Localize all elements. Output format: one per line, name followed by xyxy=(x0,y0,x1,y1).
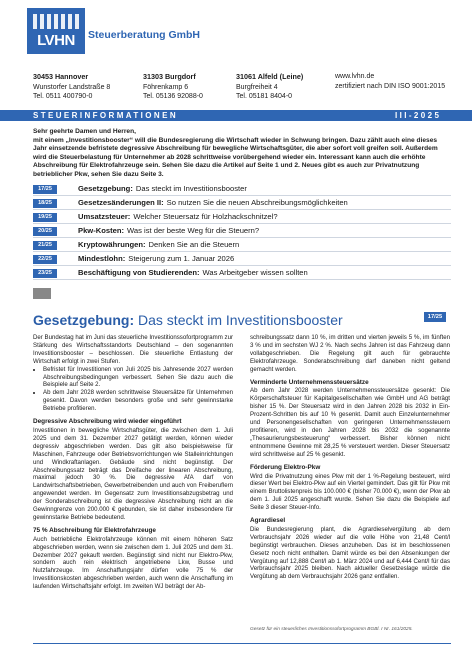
band-title: STEUERINFORMATIONEN xyxy=(33,111,179,120)
bottom-rule xyxy=(33,643,451,644)
small-logo-icon xyxy=(33,288,51,299)
web-info[interactable]: www.lvhn.de zertifiziert nach DIN ISO 9001:2015 xyxy=(335,73,446,90)
office-hannover: 30453 Hannover Wunstorfer Landstraße 8 Tel. 0511 400790-0 xyxy=(33,72,111,101)
toc-item[interactable]: 17/25 Gesetzgebung: Das steckt im Investitionsbooster xyxy=(33,184,451,196)
band-issue: III-2025 xyxy=(395,111,442,120)
greeting: Sehr geehrte Damen und Herren, mit einem „Investitionsbooster“ will die Bundesregierung die Wirtschaft wieder in Schwung bringen. Dazu zählt auch eine dieses Jahr einsetzende befristete degressive Abschreibung für bewegliche Wirtschaftsgüter, die aber sofort voll greifen soll. Außerdem wird die Steuerbelastung für Unternehmer ab 2028 schrittweise vorübergehend wieder ein. Interessant kann auch die erhöhte Abschreibung für Elektrofahrzeuge sein. Sehen Sie dazu die Artikel auf Seite 1 und 2. Neues gibt es auch zur Privatnutzung betrieblicher Pkw, sehen Sie dazu Seite 3. xyxy=(33,128,438,178)
toc-item[interactable]: 21/25 Kryptowährungen: Denken Sie an die Steuern xyxy=(33,240,451,252)
article-title: Gesetzgebung: Das steckt im Investitionsbooster xyxy=(33,312,343,328)
office-alfeld: 31061 Alfeld (Leine) Burgfreiheit 4 Tel. 05181 8404-0 xyxy=(236,72,304,101)
toc-item[interactable]: 23/25 Beschäftigung von Studierenden: Was Arbeitgeber wissen sollten xyxy=(33,268,451,280)
article-column-left: Der Bundestag hat im Juni das steuerliche Investitionssofortprogramm zur Stärkung des Wirtschaftsstandorts Deutschland – den sogenannten Investitionsbooster – beschlossen. Die steuerliche Entlastung der Wirtschaft erfolgt in zwei Stufen. • Befristet für Investitionen von Juli 2025 bis Jahresende 2027 werden Abschreibungsbedingungen verbessert. Sehen Sie dazu auch die Beispiele auf Seite 2. • Ab dem Jahr 2028 werden schrittweise Steuersätze für Unternehmen gesenkt. Davon werden besonders große und sehr gewinnstarke Betriebe profitieren. Degressive Abschreibung wird wieder eingeführt Investitionen in bewegliche Wirtschaftsgüter, die zwischen dem 1. Juli 2025 und dem 31. Dezember 2027 getätigt werden, können wieder degressiv abgeschrieben werden. Das gilt also beispielsweise für Maschinen, Fahrzeuge oder Betriebsvorrichtungen wie Stalleinrichtungen und Windkraftanlagen. Gebäude sind nicht begünstigt. Der Abschreibungssatz beträgt das Dreifache der linearen Abschreibung, maximal jedoch 30 %. Die degressive AfA darf von Landwirtschaftsbetrieben, Gewerbetreibenden und auch von Freiberuflern angewendet werden. Im Gegensatz zum Investitionsabzugsbetrag und der Sonderabschreibung ist die degressive Abschreibung nicht an die Gewinngrenze von 200.000 € gebunden, sie ist daher insbesondere für gewinnstarke Betriebe bedeutend. 75 % Abschreibung für Elektrofahrzeuge Auch betriebliche Elektrofahrzeuge können mit einem höheren Satz abgeschrieben werden, wenn sie zwischen dem 1. Juli 2025 und dem 31. Dezember 2027 gekauft werden. Begünstigt sind nicht nur Elektro-Pkw, sondern auch rein elektrisch angetriebene Lkw, Busse und Nutzfahrzeuge. Im Anschaffungsjahr dürfen volle 75 % der Investitionskosten abgeschrieben werden, auch wenn die Anschaffung im laufenden Wirtschaftsjahr erfolgt. Im zweiten WJ beträgt der Ab- xyxy=(33,334,233,591)
toc-item[interactable]: 19/25 Umsatzsteuer: Welcher Steuersatz für Holzhackschnitzel? xyxy=(33,212,451,224)
toc-item[interactable]: 22/25 Mindestlohn: Steigerung zum 1. Januar 2026 xyxy=(33,254,451,266)
toc-item[interactable]: 20/25 Pkw-Kosten: Was ist der beste Weg für die Steuern? xyxy=(33,226,451,238)
toc-item[interactable]: 18/25 Gesetzesänderungen II: So nutzen Sie die neuen Abschreibungsmöglichkeiten xyxy=(33,198,451,210)
company-logo: LVHN xyxy=(27,8,85,54)
brand-name: Steuerberatung GmbH xyxy=(88,29,201,41)
footnote: Gesetz für ein steuerliches Investitionssofortprogramm BGBl. I Nr. 161/2025. xyxy=(250,627,413,632)
office-burgdorf: 31303 Burgdorf Föhrenkamp 6 Tel. 05136 92088-0 xyxy=(143,72,203,101)
article-badge: 17/25 xyxy=(424,312,446,322)
article-column-right: schreibungssatz dann 10 %, im dritten und vierten jeweils 5 %, im fünften 3 % und im sechsten WJ 2 %. Nach sechs Jahren ist das Fahrzeug dann vollabgeschrieben. Die Regelung gilt auch für gebrauchte Elektrofahrzeuge. Sonderabschreibung darf daneben nicht geltend gemacht werden. Verminderte Unternehmenssteuersätze Ab dem Jahr 2028 werden Unternehmenssteuersätze gesenkt: Die Körperschaftsteuer für Kapitalgesellschaften wie GmbH und AG beträgt bisher 15 %. Der Steuersatz wird in den Jahren 2028 bis 2032 in Ein-Prozent-Schritten bis auf 10 % gesenkt. Damit auch Einzelunternehmer und Personengesellschaften von geringeren Unternehmenssteuern profitieren, wird in den Jahren 2028 bis 2032 die sogenannte „Thesaurierungsbesteuerung“ verbessert. Bisher können nicht entnommene Gewinne mit 28,25 % versteuert werden. Dieser Steuersatz wird schrittweise auf 25 % gesenkt. Förderung Elektro-Pkw Wird die Privatnutzung eines Pkw mit der 1 %-Regelung besteuert, wird dieser Wert bei Elektro-Pkw auf ein Viertel gemindert. Das gilt für Pkw mit einem Bruttolistenpreis bis 100.000 € (bisher 70.000 €), wenn der Pkw ab dem 1. Juli 2025 angeschafft wurde. Sehen Sie dazu die Beispiele auf Seite 3 dieser Steuer-Info. Agrardiesel Die Bundesregierung plant, die Agrardieselvergütung ab dem Verbrauchsjahr 2026 wieder auf die volle Höhe von 21,48 Cent/l begünstigt verbrauchen. Dieses anzuheben. Das ist im beschlossenen Gesetz noch nicht enthalten. Damit würde es bei den Absenkungen der Vergütung auf 12,888 Cent/l ab 1. März 2024 und auf 6,444 Cent/l für das Verbrauchsjahr 2025 bleiben. Nach aktueller Gesetzeslage würde die Vergütung ab dem Verbrauchsjahr 2026 ganz entfallen. xyxy=(250,334,450,581)
